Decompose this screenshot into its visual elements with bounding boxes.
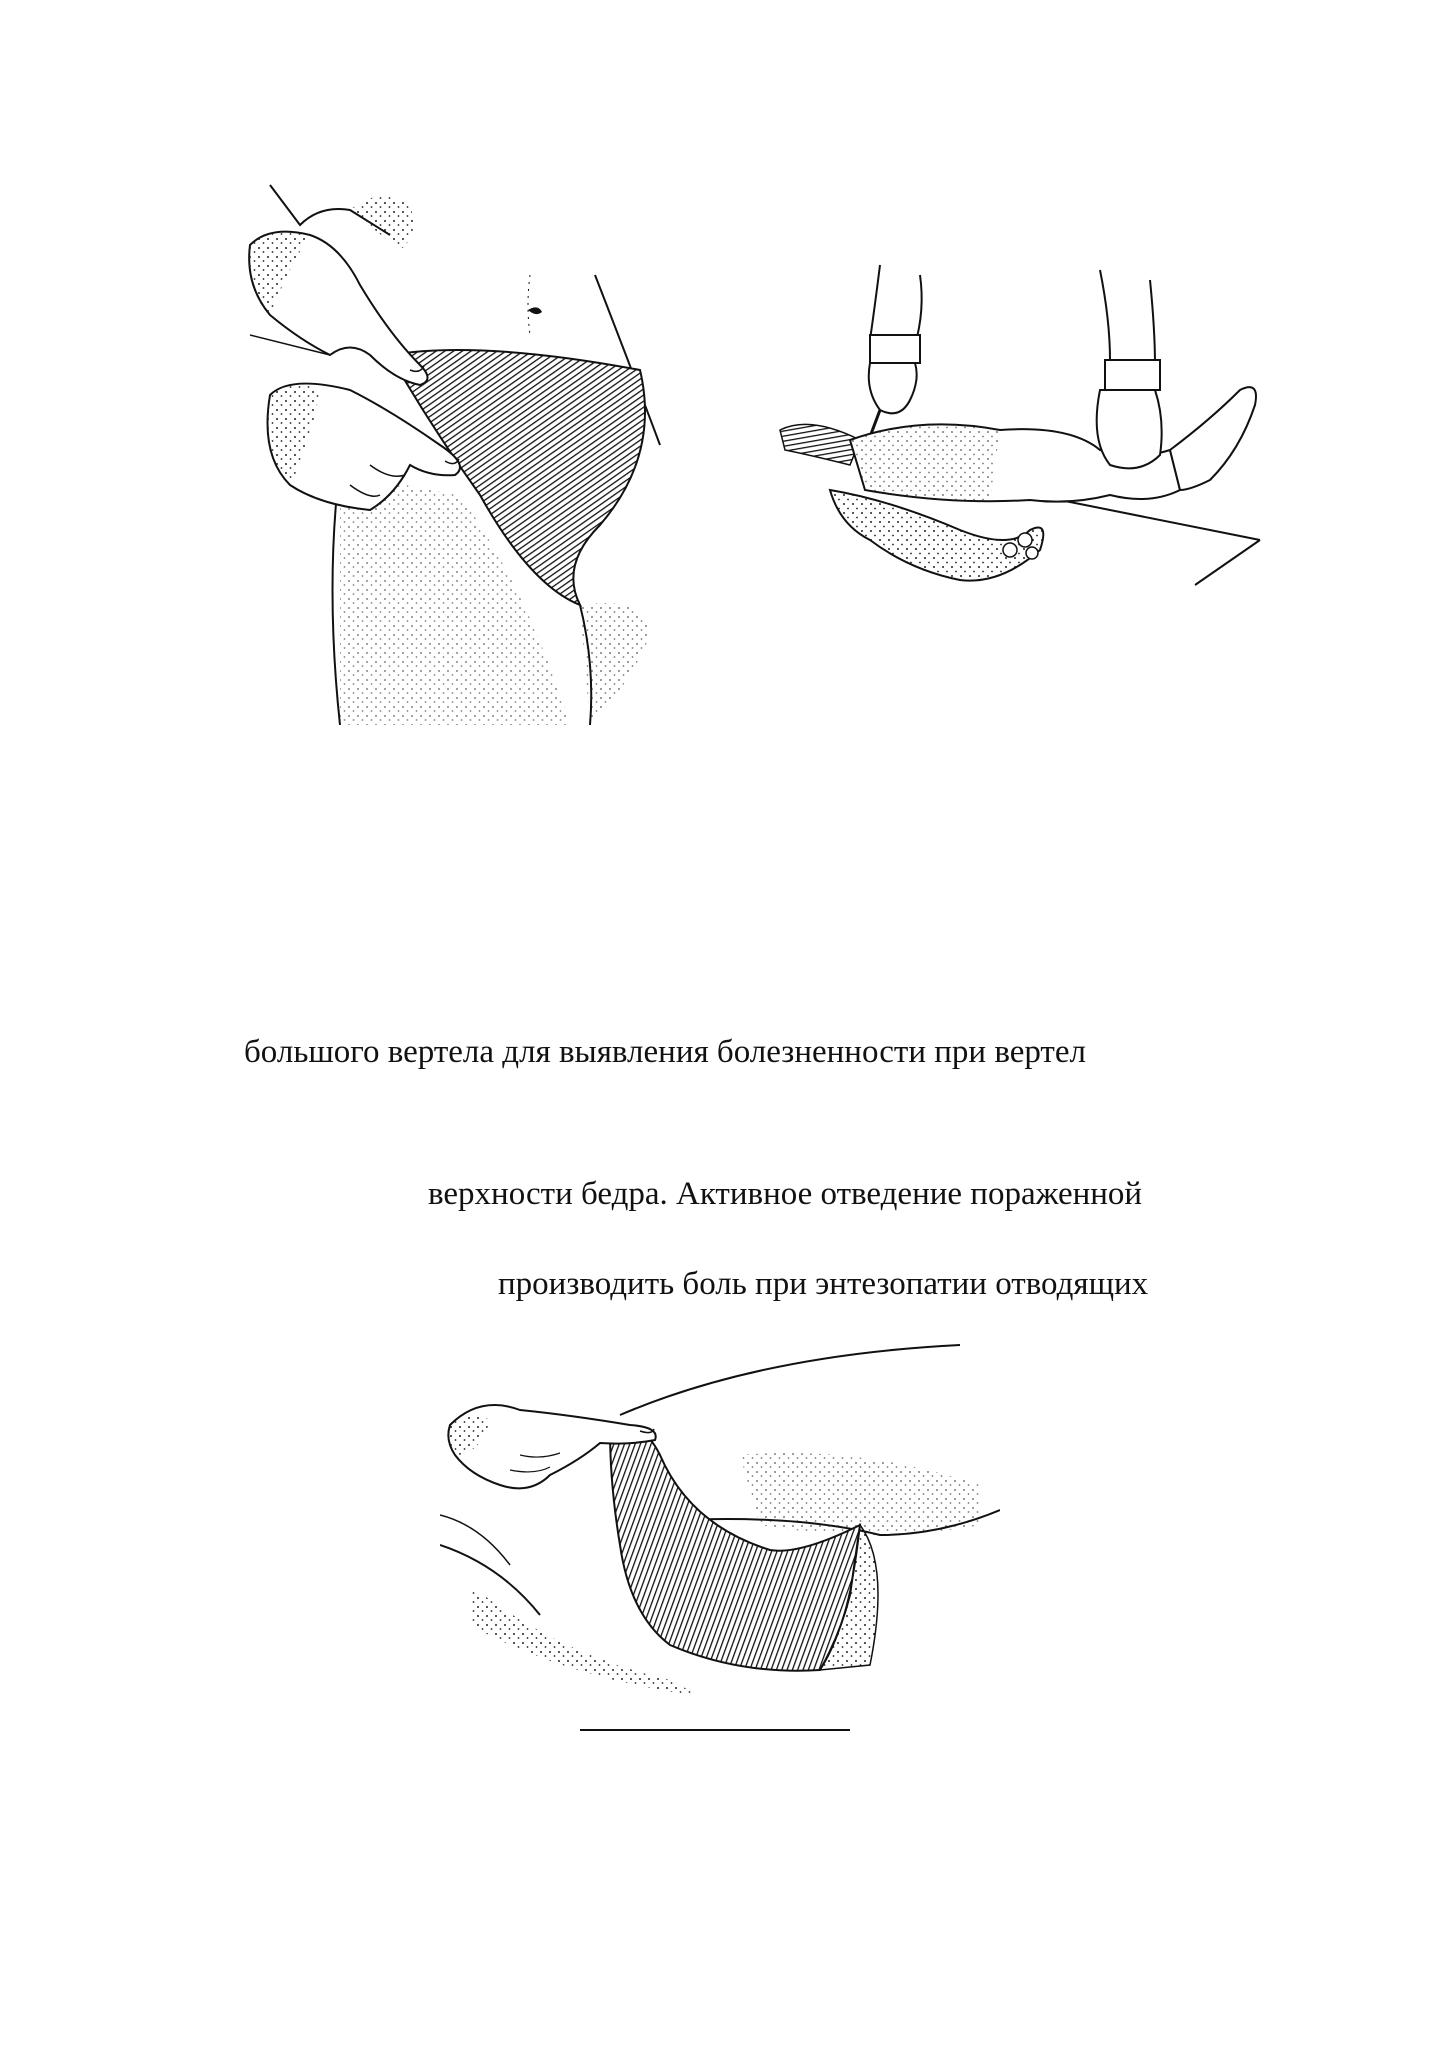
hip-palpation-illustration bbox=[230, 165, 670, 725]
leg-raise-illustration bbox=[770, 250, 1270, 640]
text-line-3: производить боль при энтезопатии отводящих bbox=[498, 1266, 1149, 1302]
text-line-2: верхности бедра. Активное отведение пораженной bbox=[428, 1176, 1143, 1212]
side-lying-illustration bbox=[440, 1335, 1000, 1745]
text-line-1: большого вертела для выявления болезненности при вертел bbox=[244, 1034, 1086, 1070]
